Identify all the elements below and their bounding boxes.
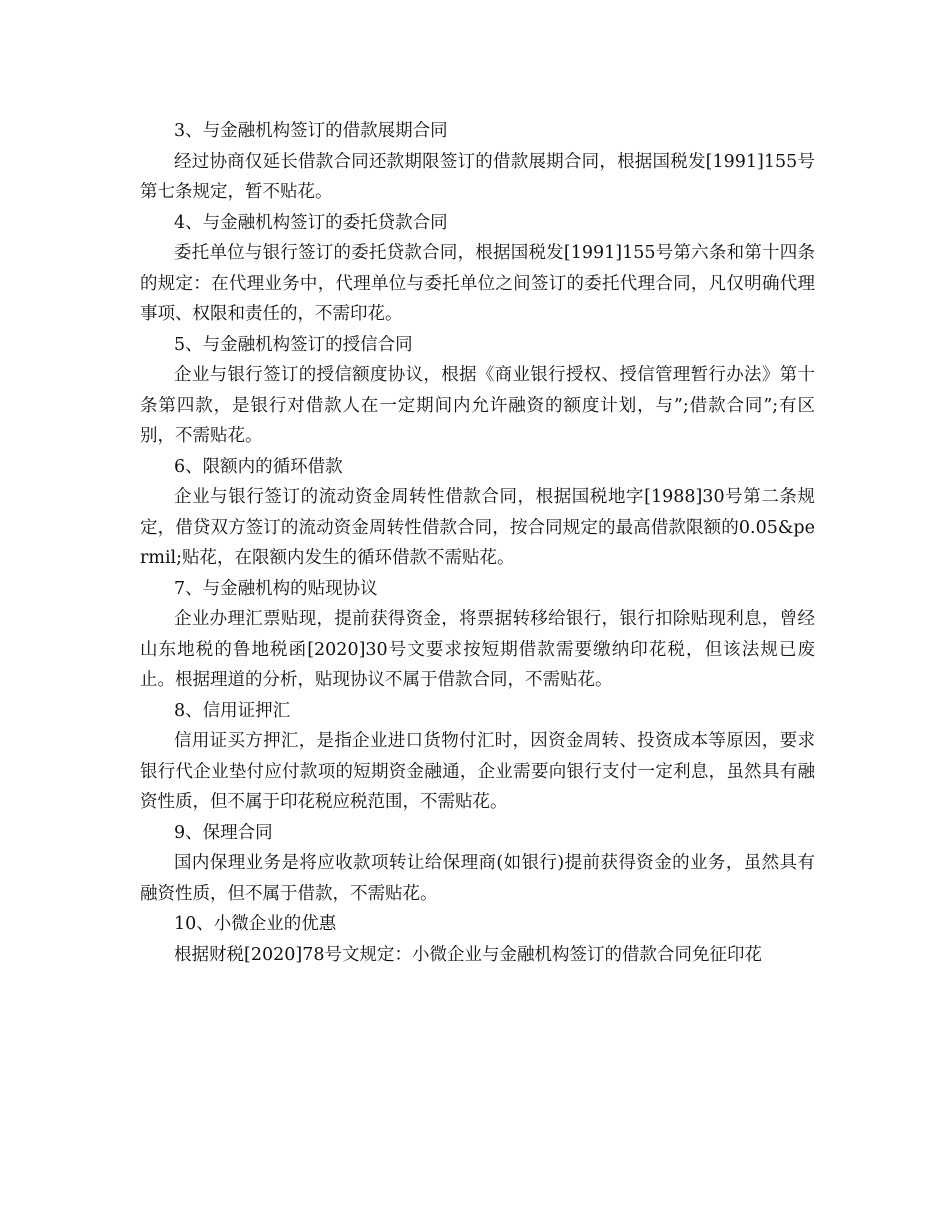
- section-body-7: 企业办理汇票贴现，提前获得资金，将票据转移给银行，银行扣除贴现利息，曾经山东地税的鲁地税函[2020]30号文要求按短期借款需要缴纳印花税，但该法规已废止。根据理道的分析，贴现协议不属于借款合同，不需贴花。: [140, 609, 815, 690]
- section-heading-7: 7、与金融机构的贴现协议: [174, 578, 378, 599]
- section-heading-8: 8、信用证押汇: [174, 700, 291, 721]
- section-heading-3: 3、与金融机构签订的借款展期合同: [174, 121, 448, 141]
- document-page: [140, 116, 815, 970]
- section-body-8: 信用证买方押汇，是指企业进口货物付汇时，因资金周转、投资成本等原因，要求银行代企业垫付应付款项的短期资金融通，企业需要向银行支付一定利息，虽然具有融资性质，但不属于印花税应税范围，不需贴花。: [140, 731, 815, 812]
- section-heading-10: 10、小微企业的优惠: [174, 914, 337, 934]
- section-body-3: 经过协商仅延长借款合同还款期限签订的借款展期合同，根据国税发[1991]155号第七条规定，暂不贴花。: [140, 151, 815, 202]
- section-heading-4: 4、与金融机构签订的委托贷款合同: [174, 212, 448, 233]
- section-body-5: 企业与银行签订的授信额度协议，根据《商业银行授权、授信管理暂行办法》第十条第四款，是银行对借款人在一定期间内允许融资的额度计划，与”;借款合同”;有区别，不需贴花。: [140, 365, 815, 446]
- section-heading-6: 6、限额内的循环借款: [174, 456, 343, 477]
- section-heading-9: 9、保理合同: [174, 822, 273, 843]
- section-body-10: 根据财税[2020]78号文规定：小微企业与金融机构签订的借款合同免征印花: [174, 944, 762, 965]
- section-body-4: 委托单位与银行签订的委托贷款合同，根据国税发[1991]155号第六条和第十四条的规定：在代理业务中，代理单位与委托单位之间签订的委托代理合同，凡仅明确代理事项、权限和责任的，不需印花。: [140, 243, 815, 324]
- section-body-6: 企业与银行签订的流动资金周转性借款合同，根据国税地字[1988]30号第二条规定，借贷双方签订的流动资金周转性借款合同，按合同规定的最高借款限额的0.05&permil;贴花，在限额内发生的循环借款不需贴花。: [140, 487, 815, 568]
- section-heading-5: 5、与金融机构签订的授信合同: [174, 334, 413, 355]
- section-body-9: 国内保理业务是将应收款项转让给保理商(如银行)提前获得资金的业务，虽然具有融资性质，但不属于借款，不需贴花。: [140, 853, 815, 904]
